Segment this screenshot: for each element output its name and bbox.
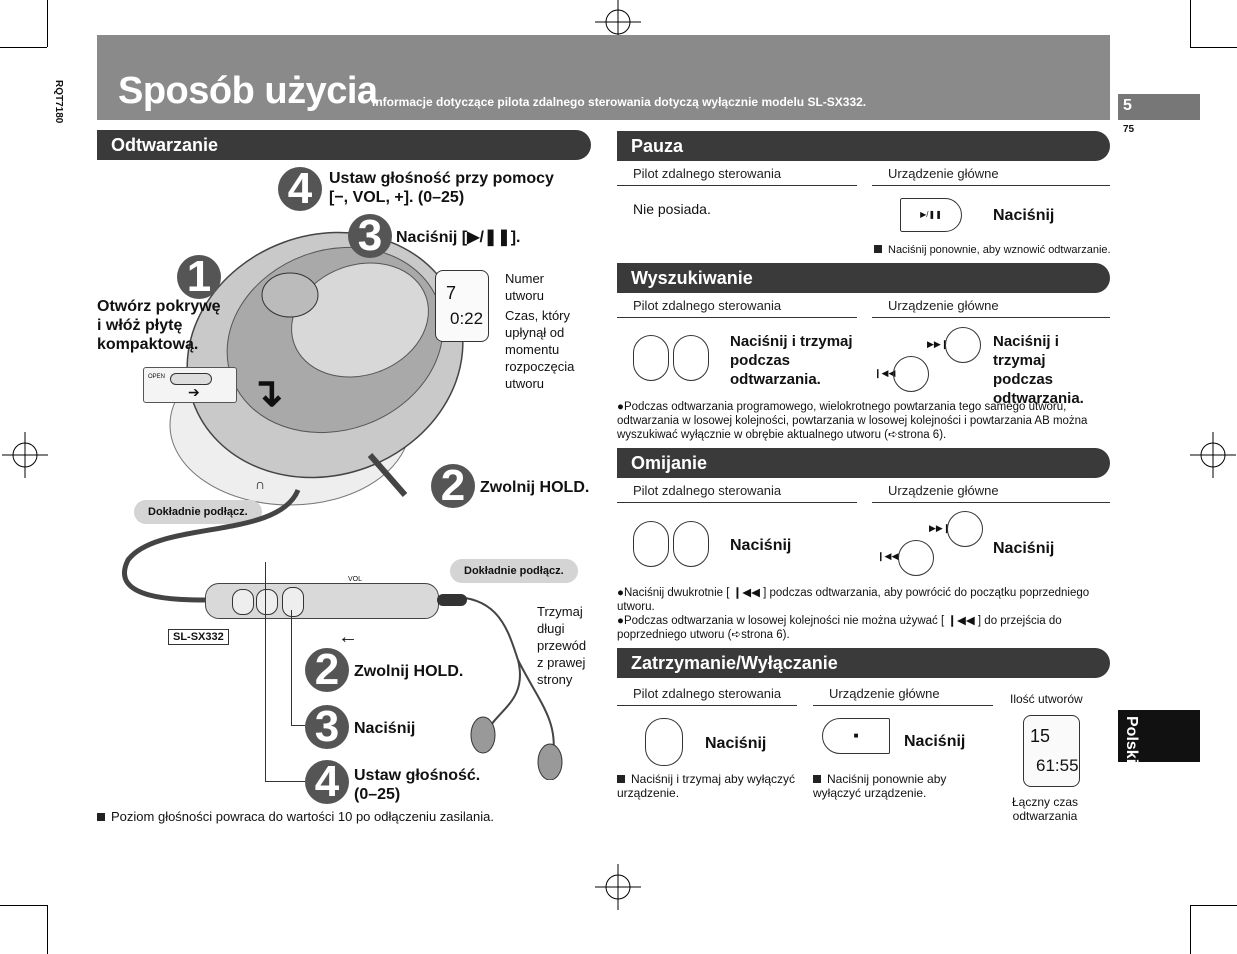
page-subtitle: Informacje dotyczące pilota zdalnego sterowania dotyczą wyłącznie modelu SL-SX332. [372, 95, 867, 109]
stop-main-note-text: Naciśnij ponownie aby wyłączyć urządzenie. [813, 772, 947, 800]
column-header-remote: Pilot zdalnego sterowania [617, 298, 857, 318]
stop-remote-note-text: Naciśnij i trzymaj aby wyłączyć urządzenie. [617, 772, 796, 800]
remote-skip-buttons-icon [673, 521, 709, 567]
section-heading-pause: Pauza [617, 131, 1110, 161]
bracket-line [265, 781, 305, 782]
crop-mark [1190, 0, 1191, 47]
display-total-time: 61:55 [1036, 756, 1079, 775]
bullet-square-icon [874, 245, 882, 253]
remote-step4-text: Ustaw głośność. (0–25) [354, 767, 481, 803]
arrow-right-icon: ➔ [188, 384, 200, 400]
cord-note: Trzymaj długi przewód z prawej strony [537, 604, 587, 687]
pause-remote-text: Nie posiada. [633, 201, 711, 217]
main-skip-back-button-icon [898, 540, 934, 576]
lcd-display [435, 270, 489, 342]
skip-forward-icon: ▶▶❙ [929, 523, 951, 533]
registration-mark [2, 432, 48, 478]
arrow-left-icon: ← [338, 626, 358, 648]
headphone-icon: ∩ [255, 476, 266, 492]
insert-arrow-icon: ↴ [250, 371, 284, 415]
step-number: 1 [177, 255, 221, 299]
column-header-main: Urządzenie główne [872, 166, 1110, 186]
skip-note-1: ●Naciśnij dwukrotnie [ ❙◀◀ ] podczas odtwarzania, aby powrócić do początku poprzedniego utworu. [617, 587, 1090, 613]
skip-remote-text: Naciśnij [730, 537, 792, 554]
main-skip-forward-button-icon [945, 327, 981, 363]
total-time-label: Łączny czas odtwarzania [1011, 795, 1079, 823]
volume-footnote-text: Poziom głośności powraca do wartości 10 po odłączeniu zasilania. [111, 809, 494, 824]
track-number-label: Numer utworu [505, 271, 545, 303]
page-number: 5 [1123, 97, 1132, 114]
remote-stop-button-icon [645, 718, 683, 766]
crop-mark [0, 47, 47, 48]
remote-skip-buttons-icon [673, 335, 709, 381]
column-header-main: Urządzenie główne [872, 483, 1110, 503]
open-label: OPEN [148, 374, 166, 380]
skip-back-icon: ❙◀◀ [877, 551, 899, 561]
step2-text: Zwolnij HOLD. [480, 479, 590, 496]
open-switch-callout [143, 367, 237, 403]
elapsed-time-label: Czas, który upłynął od momentu rozpoczęcia utworu [505, 308, 575, 391]
step4-text: Ustaw głośność przy pomocy [−, VOL, +]. (0–25) [329, 170, 554, 206]
display-elapsed-time: 0:22 [450, 309, 484, 328]
search-remote-text: Naciśnij i trzymaj podczas odtwarzania. [730, 333, 853, 388]
step1-text: Otwórz pokrywę i włóż płytę kompaktową. [97, 298, 221, 353]
step3-text: Naciśnij [▶/❚❚]. [396, 229, 521, 246]
crop-mark [47, 905, 48, 954]
step-number: 3 [348, 214, 392, 258]
step-number: 2 [431, 464, 475, 508]
bracket-line [291, 610, 292, 725]
display-track-number: 7 [446, 283, 457, 303]
step-number: 3 [305, 705, 349, 749]
registration-mark [1190, 432, 1236, 478]
section-heading-stop: Zatrzymanie/Wyłączanie [617, 648, 1110, 678]
search-note-text: Podczas odtwarzania programowego, wielokrotnego powtarzania tego samego utworu, odtwarzania w losowej kolejności, powtarzania w losowej kolejności i powtarzania AB można wyszukiwać wyłącznie w obrębie aktualnego utworu (➪strona 6). [617, 401, 1088, 441]
remote-skip-forward-button[interactable] [256, 589, 278, 615]
remote-step3-text: Naciśnij [354, 720, 416, 737]
skip-main-text: Naciśnij [993, 540, 1055, 557]
crop-mark [1190, 905, 1191, 954]
language-label: Polski [1123, 716, 1140, 764]
volume-footnote [97, 808, 494, 825]
remote-skip-buttons-icon [633, 521, 669, 567]
stop-main-text: Naciśnij [904, 733, 966, 750]
column-header-remote: Pilot zdalnego sterowania [617, 686, 797, 706]
skip-note-2: ●Podczas odtwarzania w losowej kolejności nie można używać [ ❙◀◀ ] do przejścia do poprzedniego utworu (➪strona 6). [617, 615, 1062, 641]
skip-note-1-text: Naciśnij dwukrotnie [ ❙◀◀ ] podczas odtwarzania, aby powrócić do początku poprzedniego utworu. [617, 587, 1090, 613]
remote-control [205, 576, 439, 619]
main-skip-back-button-icon [893, 356, 929, 392]
remote-plug [437, 594, 467, 606]
stop-remote-note [617, 772, 797, 800]
play-pause-button-icon: ▶/❚❚ [900, 198, 962, 232]
display-track-count: 15 [1030, 726, 1051, 746]
pause-note-text: Naciśnij ponownie, aby wznowić odtwarzanie. [888, 244, 1111, 256]
search-note: ●Podczas odtwarzania programowego, wielokrotnego powtarzania tego samego utworu, odtwarzania w losowej kolejności, powtarzania w losowej kolejności i powtarzania AB można wyszukiwać wyłącznie w obrębie aktualnego utworu (➪strona 6). [617, 401, 1088, 441]
pause-main-text: Naciśnij [993, 207, 1055, 224]
crop-mark [1190, 47, 1237, 48]
registration-mark [595, 864, 641, 910]
main-stop-button-icon: ■ [822, 718, 890, 754]
remote-model-label: SL-SX332 [168, 629, 229, 645]
column-header-remote: Pilot zdalnego sterowania [617, 166, 857, 186]
track-count-label: Ilość utworów [1010, 692, 1083, 706]
connect-callout: Dokładnie podłącz. [134, 500, 262, 524]
stop-remote-text: Naciśnij [705, 735, 767, 752]
search-main-text: Naciśnij i trzymaj podczas odtwarzania. [993, 333, 1084, 407]
remote-vol-label: VOL [348, 576, 363, 583]
page-title: Sposób użycia [118, 70, 378, 112]
bullet-square-icon [617, 775, 625, 783]
section-heading-search: Wyszukiwanie [617, 263, 1110, 293]
column-header-main: Urządzenie główne [813, 686, 993, 706]
skip-back-icon: ❙◀◀ [874, 368, 896, 378]
remote-play-button[interactable] [282, 587, 304, 617]
skip-forward-icon: ▶▶❙ [927, 339, 949, 349]
step-number: 4 [305, 760, 349, 804]
step-number: 4 [278, 167, 322, 211]
bracket-line [265, 562, 266, 782]
pause-note [874, 244, 1111, 256]
section-heading-playback: Odtwarzanie [97, 130, 591, 160]
column-header-main: Urządzenie główne [872, 298, 1110, 318]
bullet-square-icon [97, 813, 105, 821]
crop-mark [1190, 905, 1237, 906]
stop-main-note [813, 772, 963, 800]
main-skip-forward-button-icon [947, 511, 983, 547]
connect-callout-remote: Dokładnie podłącz. [450, 559, 578, 583]
page-number-small: 75 [1123, 124, 1135, 135]
skip-note-2-text: Podczas odtwarzania w losowej kolejności nie można używać [ ❙◀◀ ] do przejścia do poprzedniego utworu (➪strona 6). [617, 615, 1062, 641]
remote-step2-text: Zwolnij HOLD. [354, 663, 464, 680]
remote-skip-back-button[interactable] [232, 589, 254, 615]
remote-skip-buttons-icon [633, 335, 669, 381]
column-header-remote: Pilot zdalnego sterowania [617, 483, 857, 503]
step-number: 2 [305, 648, 349, 692]
bracket-line [291, 725, 305, 726]
crop-mark [47, 0, 48, 47]
crop-mark [0, 905, 47, 906]
bullet-square-icon [813, 775, 821, 783]
document-code: RQT7180 [53, 80, 64, 124]
lcd-display-total [1023, 715, 1080, 787]
section-heading-skip: Omijanie [617, 448, 1110, 478]
